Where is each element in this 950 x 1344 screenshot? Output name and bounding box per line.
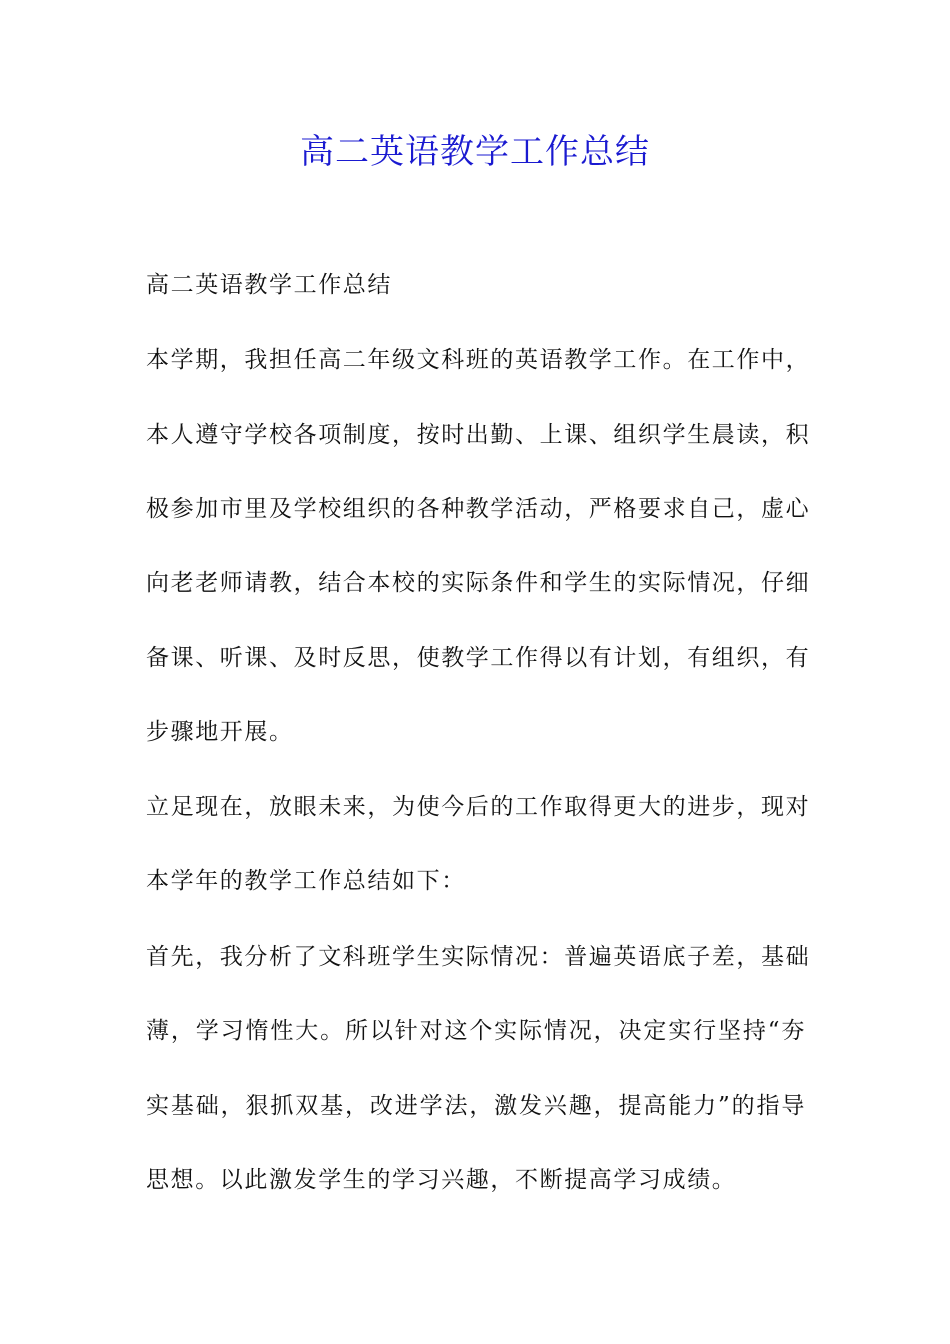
body-line: 极参加市里及学校组织的各种教学活动，严格要求自己，虚心 <box>146 496 811 522</box>
body-line: 实基础，狠抓双基，改进学法，激发兴趣，提高能力”的指导 <box>146 1093 806 1119</box>
body-line: 薄，学习惰性大。所以针对这个实际情况，决定实行坚持“夯 <box>146 1018 806 1044</box>
body-line: 首先，我分析了文科班学生实际情况：普遍英语底子差，基础 <box>146 944 811 970</box>
body-line: 本学年的教学工作总结如下： <box>146 868 466 894</box>
body-line: 立足现在，放眼未来，为使今后的工作取得更大的进步，现对 <box>146 794 811 820</box>
body-line: 步骤地开展。 <box>146 719 294 745</box>
body-line: 思想。以此激发学生的学习兴趣，不断提高学习成绩。 <box>146 1167 737 1193</box>
body-line: 本学期，我担任高二年级文科班的英语教学工作。在工作中， <box>146 347 811 373</box>
document-title: 高二英语教学工作总结 <box>300 132 650 172</box>
body-line: 备课、听课、及时反思，使教学工作得以有计划，有组织，有 <box>146 645 811 671</box>
body-line: 向老老师请教，结合本校的实际条件和学生的实际情况，仔细 <box>146 570 811 596</box>
body-line-subtitle: 高二英语教学工作总结 <box>146 272 392 298</box>
body-line: 本人遵守学校各项制度，按时出勤、上课、组织学生晨读，积 <box>146 422 811 448</box>
